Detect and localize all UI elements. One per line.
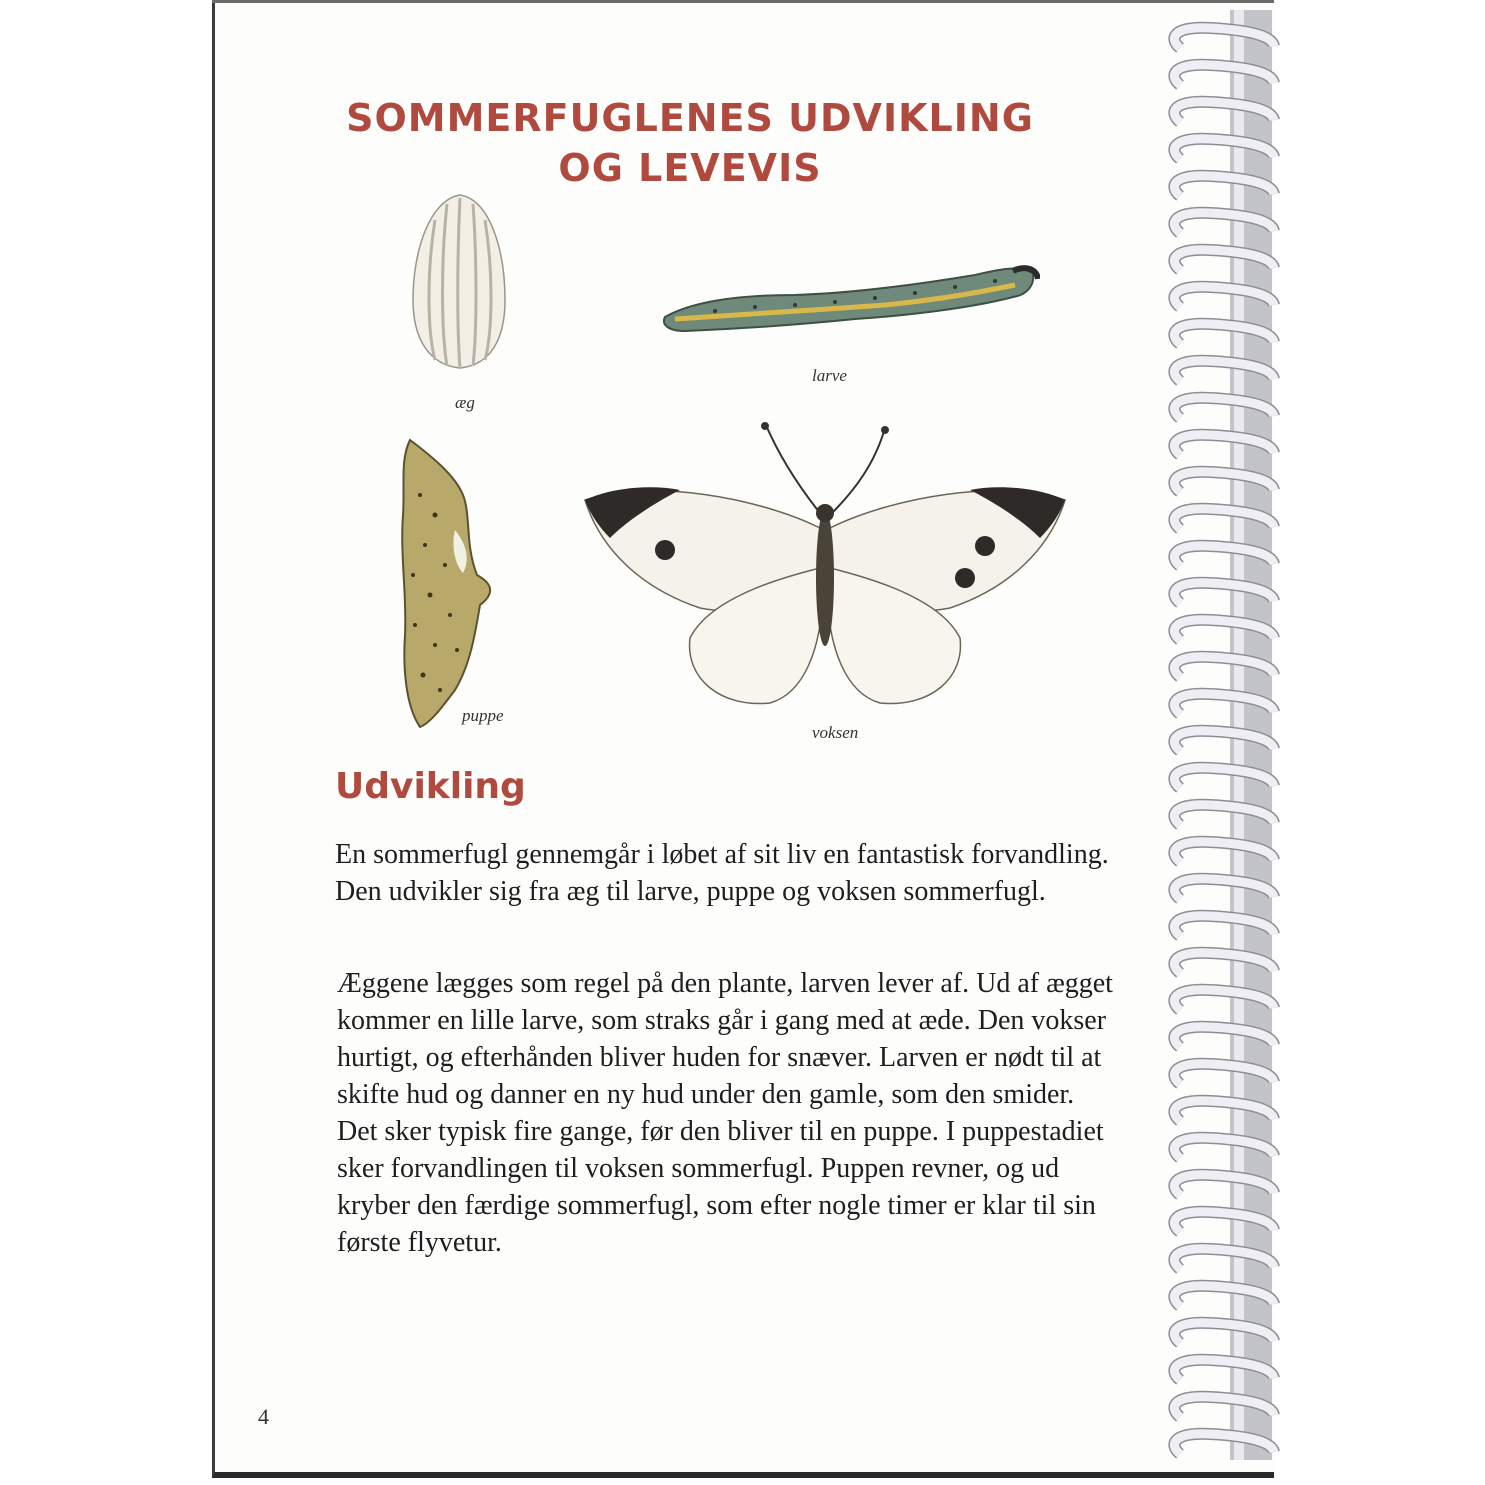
larva-illustration [655,255,1040,340]
larva-caption: larve [812,366,847,385]
page-top-edge [212,0,1274,3]
egg-caption: æg [455,393,475,412]
paragraph-development: Æggene lægges som regel på den plante, larven lever af. Ud af ægget kommer en lille larve, som straks går i gang med at æde. Den vokser hurtigt, og efterhånden bliver huden for snæver. Larven er nødt til at skifte hud og danner en ny hud under den gamle, som den smider. Det sker typisk fire gange, før den bliver til en puppe. I puppestadiet sker forvandlingen til voksen sommerfugl. Puppen revner, og ud kryber den færdige sommerfugl, som efter nogle timer er klar til sin første flyvetur. [337,968,1113,1258]
spiral-binding [1150,0,1285,1478]
pupa-illustration [385,435,505,730]
page-title [240,93,1140,193]
adult-caption: voksen [812,723,859,742]
butterfly-illustration [580,418,1070,718]
title-line-2: OG LEVEVIS [558,146,822,190]
page-number: 4 [258,1404,269,1429]
egg-illustration [405,190,515,375]
title-line-1: SOMMERFUGLENES UDVIKLING [346,96,1034,140]
pupa-caption: puppe [462,706,504,725]
paragraph-intro: En sommerfugl gennemgår i løbet af sit liv en fantastisk forvandling. Den udvikler sig fra æg til larve, puppe og voksen sommerfugl. [335,839,1109,907]
section-heading: Udvikling [335,766,526,807]
